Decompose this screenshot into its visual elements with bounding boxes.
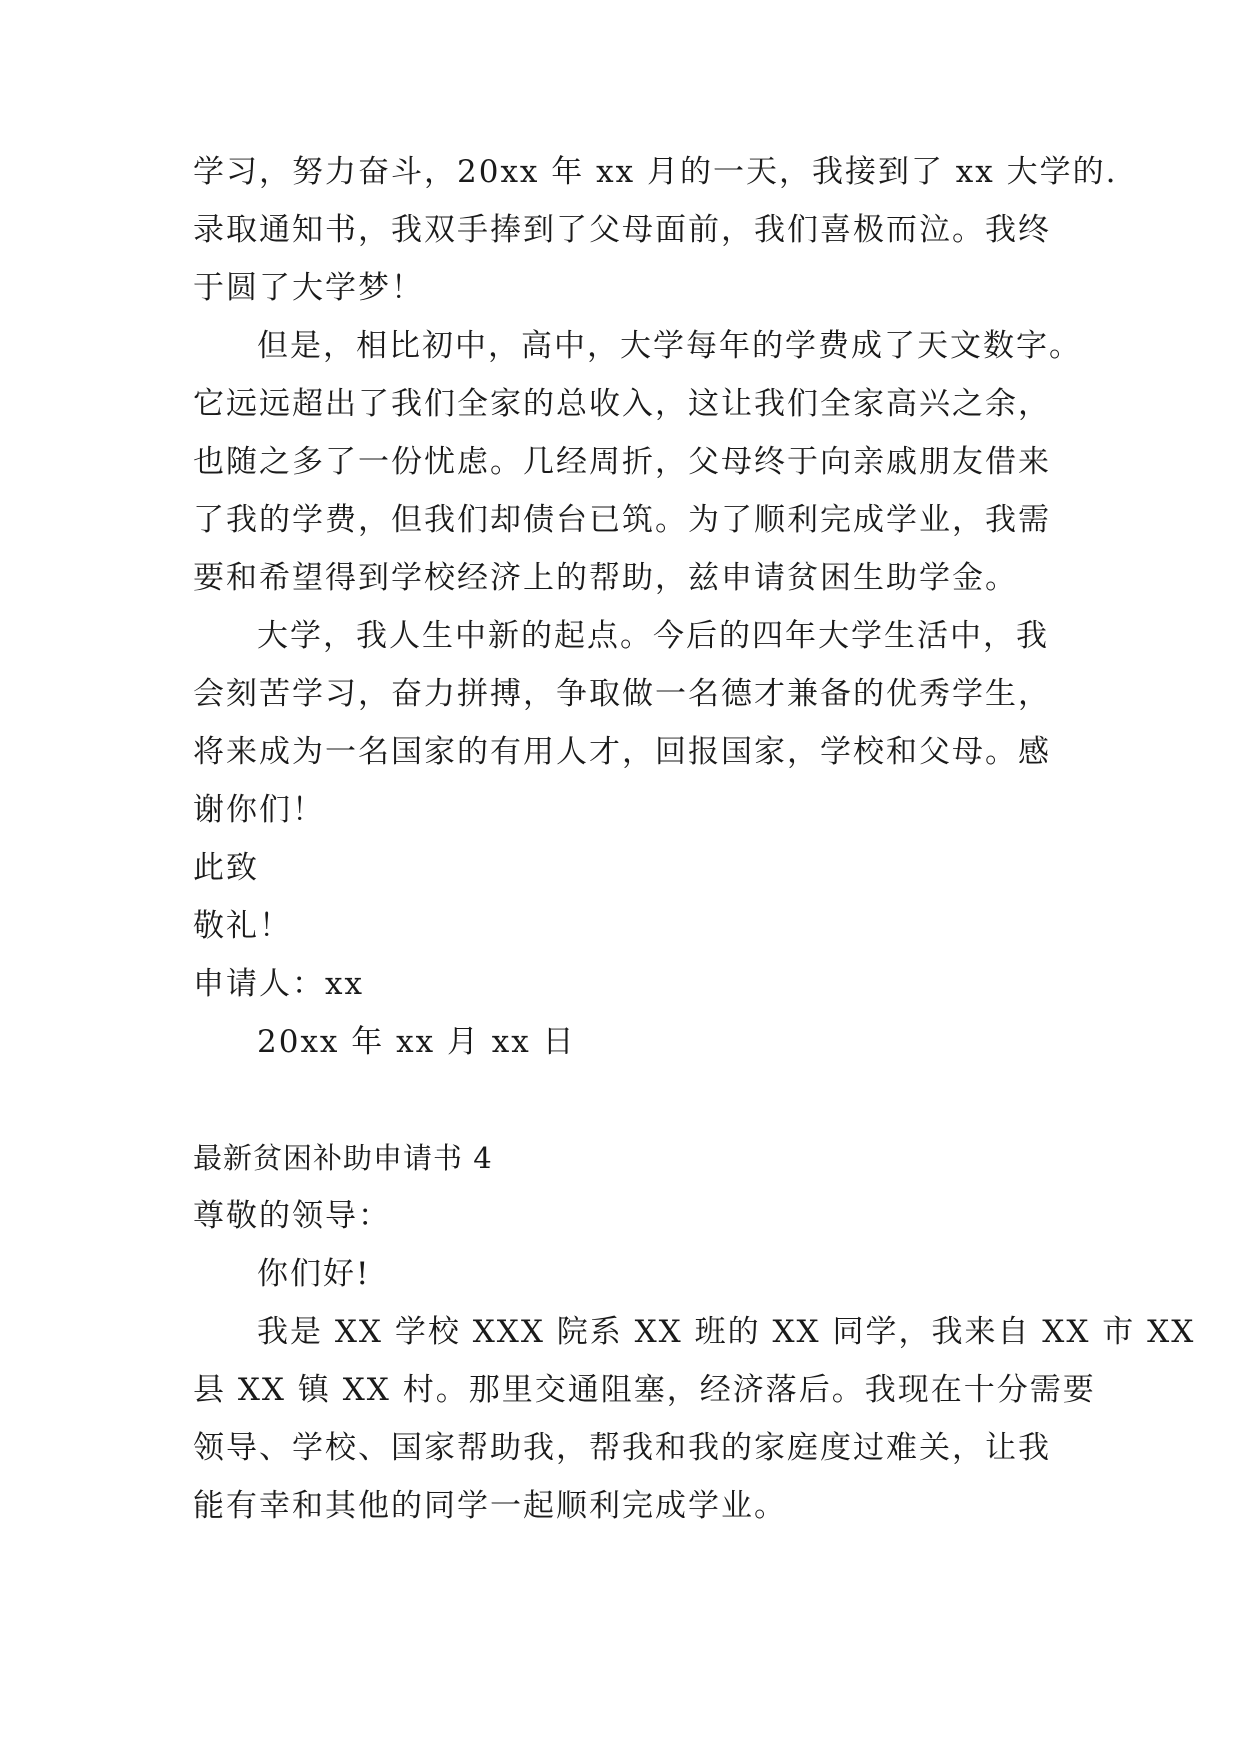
applicant-line: 申请人：xx [193,966,364,1002]
body-text-line: 领导、学校、国家帮助我，帮我和我的家庭度过难关，让我 [193,1430,1051,1466]
body-text-line: 了我的学费，但我们却债台已筑。为了顺利完成学业，我需 [193,502,1051,538]
body-text-line: 能有幸和其他的同学一起顺利完成学业。 [193,1488,787,1524]
section-title: 最新贫困补助申请书 4 [193,1141,493,1175]
body-text-line: 它远远超出了我们全家的总收入，这让我们全家高兴之余， [193,386,1051,422]
date-line: 20xx 年 xx 月 xx 日 [257,1024,576,1060]
body-text-line: 但是，相比初中，高中，大学每年的学费成了天文数字。 [257,328,1082,364]
body-text-line: 谢你们！ [193,792,325,828]
body-text-line: 县 XX 镇 XX 村。那里交通阻塞，经济落后。我现在十分需要 [193,1372,1096,1408]
body-text-line: 将来成为一名国家的有用人才，回报国家，学校和父母。感 [193,734,1051,770]
greeting-line: 尊敬的领导： [193,1198,391,1234]
body-text-line: 学习，努力奋斗，20xx 年 xx 月的一天，我接到了 xx 大学的. [193,154,1118,190]
body-text-line: 我是 XX 学校 XXX 院系 XX 班的 XX 同学，我来自 XX 市 XX [257,1314,1196,1350]
closing-text: 此致 [193,850,259,886]
salute-text: 敬礼！ [193,908,292,944]
body-text-line: 于圆了大学梦！ [193,270,424,306]
body-text-line: 录取通知书，我双手捧到了父母面前，我们喜极而泣。我终 [193,212,1051,248]
body-text-line: 也随之多了一份忧虑。几经周折，父母终于向亲戚朋友借来 [193,444,1051,480]
body-text-line: 会刻苦学习，奋力拼搏，争取做一名德才兼备的优秀学生， [193,676,1051,712]
body-text-line: 大学，我人生中新的起点。今后的四年大学生活中，我 [257,618,1049,654]
hello-line: 你们好! [257,1256,371,1292]
body-text-line: 要和希望得到学校经济上的帮助，兹申请贫困生助学金。 [193,560,1018,596]
